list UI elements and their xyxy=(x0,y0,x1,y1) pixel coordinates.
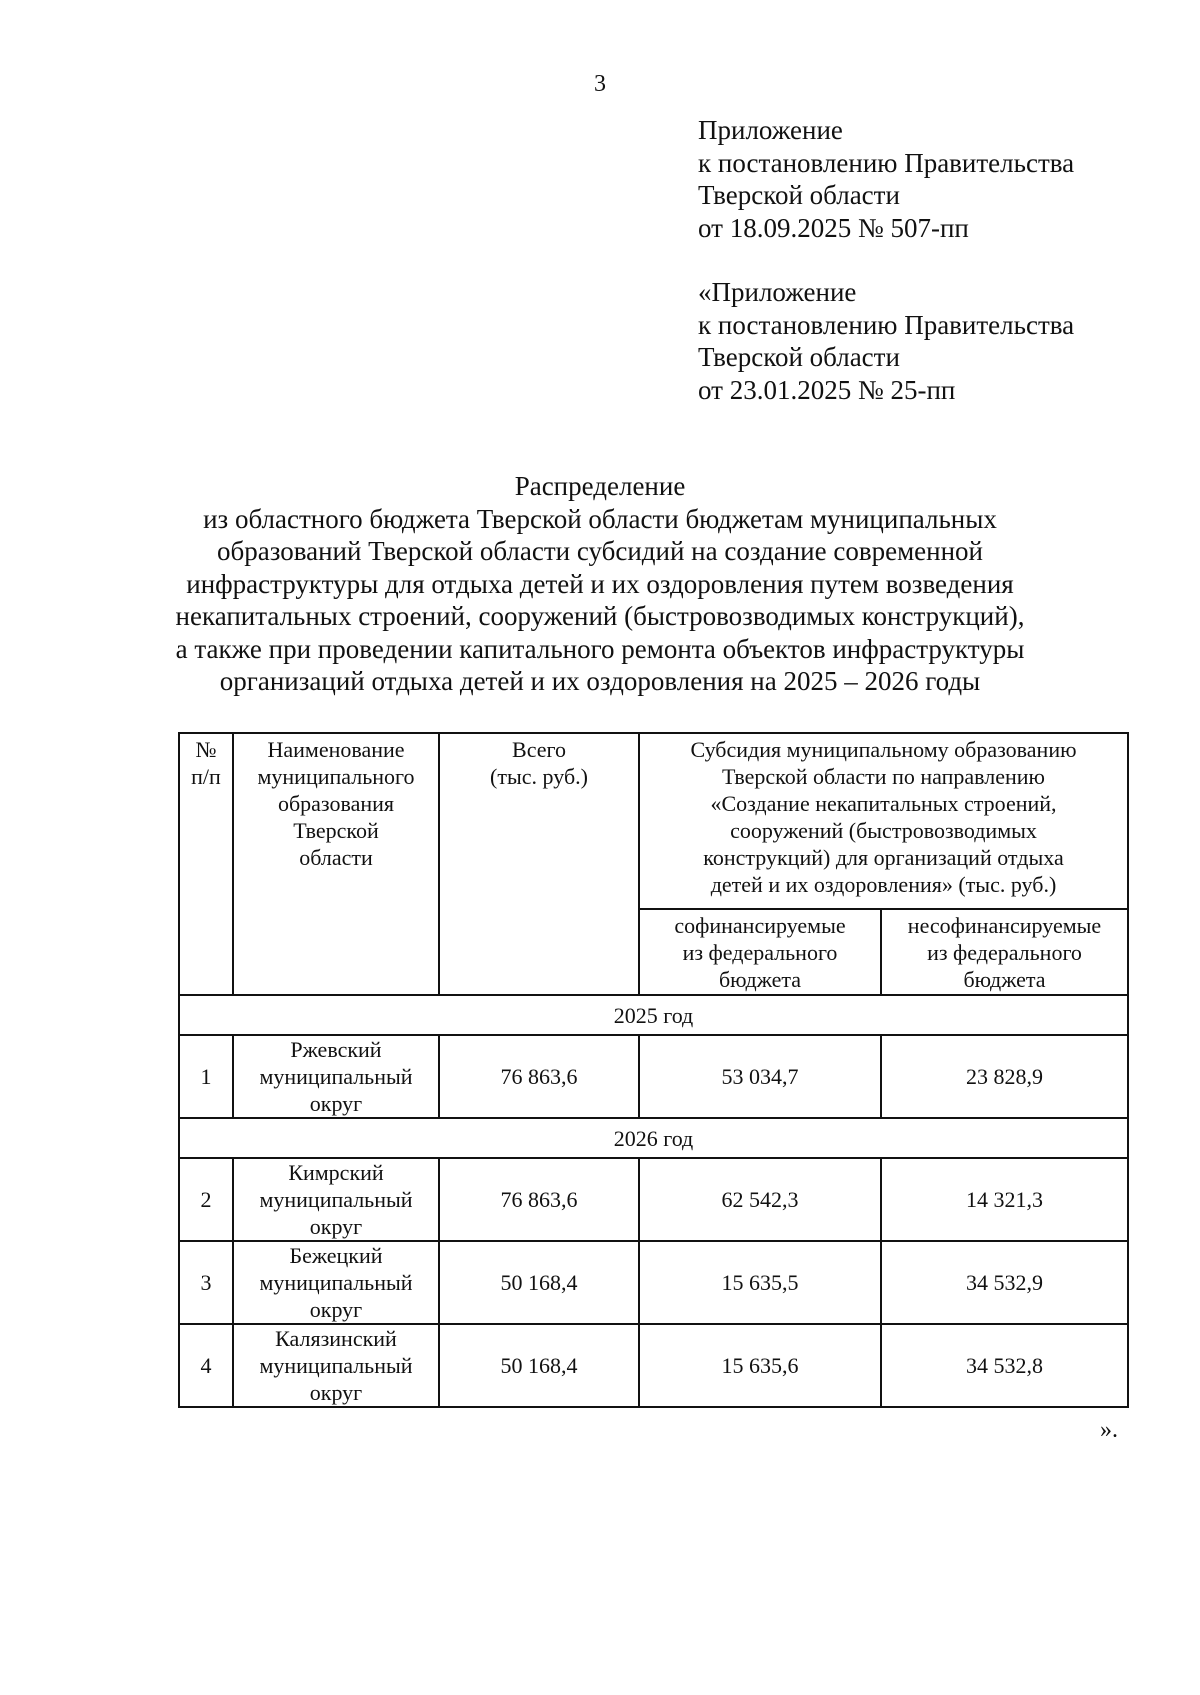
header-text: детей и их оздоровления» (тыс. руб.) xyxy=(710,872,1057,897)
cell-cofinanced: 53 034,7 xyxy=(639,1035,881,1118)
cell-total: 50 168,4 xyxy=(439,1324,639,1407)
cell-name xyxy=(233,1324,439,1407)
header-text: № xyxy=(195,737,217,762)
cell-noncofinanced: 14 321,3 xyxy=(881,1158,1128,1241)
appendix-line: Тверской области xyxy=(698,342,900,372)
title-line: Распределение xyxy=(514,471,686,501)
cell-num: 3 xyxy=(179,1241,233,1324)
header-text: из федерального xyxy=(682,939,838,965)
title-line: организаций отдыха детей и их оздоровления на 2025 – 2026 годы xyxy=(219,666,981,696)
cell-name-line: Кимрский xyxy=(288,1160,384,1185)
header-name xyxy=(233,733,439,995)
cell-name-line: Бежецкий xyxy=(289,1243,383,1268)
appendix-header-current xyxy=(698,114,1074,244)
header-text: бюджета xyxy=(718,966,802,992)
header-text: образования xyxy=(277,791,395,816)
year-row xyxy=(179,995,1128,1035)
header-text: муниципального xyxy=(257,764,415,789)
cell-name-line: округ xyxy=(309,1297,363,1322)
header-subsidy xyxy=(639,733,1128,909)
cell-name-line: Калязинский xyxy=(275,1326,397,1351)
header-text: бюджета xyxy=(963,966,1046,992)
distribution-table xyxy=(178,732,1129,1408)
header-text: Субсидия муниципальному образованию xyxy=(690,737,1077,762)
header-cofinanced xyxy=(639,909,881,995)
header-noncofinanced xyxy=(881,909,1128,995)
cell-name-line: Ржевский xyxy=(290,1037,382,1062)
appendix-line: от 18.09.2025 № 507-пп xyxy=(698,212,969,243)
cell-noncofinanced: 34 532,8 xyxy=(881,1324,1128,1407)
cell-name-line: муниципальный xyxy=(259,1353,413,1378)
page-number: 3 xyxy=(594,71,606,97)
header-num xyxy=(179,733,233,995)
cell-noncofinanced: 23 828,9 xyxy=(881,1035,1128,1118)
year-label: 2025 год xyxy=(179,995,1128,1035)
cell-name-line: округ xyxy=(309,1091,363,1116)
table-row xyxy=(179,1158,1128,1241)
cell-name xyxy=(233,1241,439,1324)
cell-name-line: муниципальный xyxy=(259,1270,413,1295)
title-line: инфраструктуры для отдыха детей и их оздоровления путем возведения xyxy=(186,568,1014,599)
appendix-line: к постановлению Правительства xyxy=(698,147,1075,178)
document-title xyxy=(150,470,1050,698)
title-line: некапитальных строений, сооружений (быстровозводимых конструкций), xyxy=(175,601,1025,631)
cell-name-line: округ xyxy=(309,1380,363,1405)
appendix-line: от 23.01.2025 № 25-пп xyxy=(698,374,956,405)
cell-num: 2 xyxy=(179,1158,233,1241)
appendix-line: Тверской области xyxy=(698,180,900,210)
table-row xyxy=(179,1324,1128,1407)
year-row xyxy=(179,1118,1128,1158)
header-text: Тверской xyxy=(293,818,379,843)
header-text: из федерального xyxy=(927,939,1082,965)
header-text: Наименование xyxy=(267,737,405,762)
cell-name xyxy=(233,1035,439,1118)
cell-name xyxy=(233,1158,439,1241)
header-text: несофинансируемые xyxy=(907,912,1102,938)
table-header-row xyxy=(179,733,1128,909)
cell-total: 76 863,6 xyxy=(439,1158,639,1241)
cell-num: 1 xyxy=(179,1035,233,1118)
header-text: сооружений (быстровозводимых xyxy=(730,818,1037,843)
header-text: п/п xyxy=(191,764,221,789)
cell-name-line: муниципальный xyxy=(259,1187,413,1212)
title-line: а также при проведении капитального ремонта объектов инфраструктуры xyxy=(175,633,1025,664)
appendix-line: «Приложение xyxy=(698,277,857,307)
header-text: области xyxy=(299,845,373,870)
header-text: «Создание некапитальных строений, xyxy=(710,791,1057,816)
cell-name-line: округ xyxy=(309,1214,363,1239)
appendix-header-original xyxy=(698,276,1074,406)
cell-cofinanced: 15 635,6 xyxy=(639,1324,881,1407)
header-text: Всего xyxy=(512,737,566,762)
cell-name-line: муниципальный xyxy=(259,1064,413,1089)
appendix-line: к постановлению Правительства xyxy=(698,309,1075,340)
header-text: конструкций) для организаций отдыха xyxy=(703,845,1064,870)
cell-total: 76 863,6 xyxy=(439,1035,639,1118)
cell-cofinanced: 62 542,3 xyxy=(639,1158,881,1241)
cell-noncofinanced: 34 532,9 xyxy=(881,1241,1128,1324)
title-line: образований Тверской области субсидий на создание современной xyxy=(216,536,984,566)
year-label: 2026 год xyxy=(179,1118,1128,1158)
header-text: (тыс. руб.) xyxy=(490,764,588,789)
table-row xyxy=(179,1241,1128,1324)
cell-cofinanced: 15 635,5 xyxy=(639,1241,881,1324)
header-text: Тверской области по направлению xyxy=(722,764,1045,789)
title-line: из областного бюджета Тверской области бюджетам муниципальных xyxy=(203,503,997,534)
header-text: софинансируемые xyxy=(674,912,846,938)
header-total xyxy=(439,733,639,995)
appendix-line: Приложение xyxy=(698,115,843,145)
closing-quote-mark: ». xyxy=(1100,1417,1118,1443)
cell-total: 50 168,4 xyxy=(439,1241,639,1324)
cell-num: 4 xyxy=(179,1324,233,1407)
table-row xyxy=(179,1035,1128,1118)
